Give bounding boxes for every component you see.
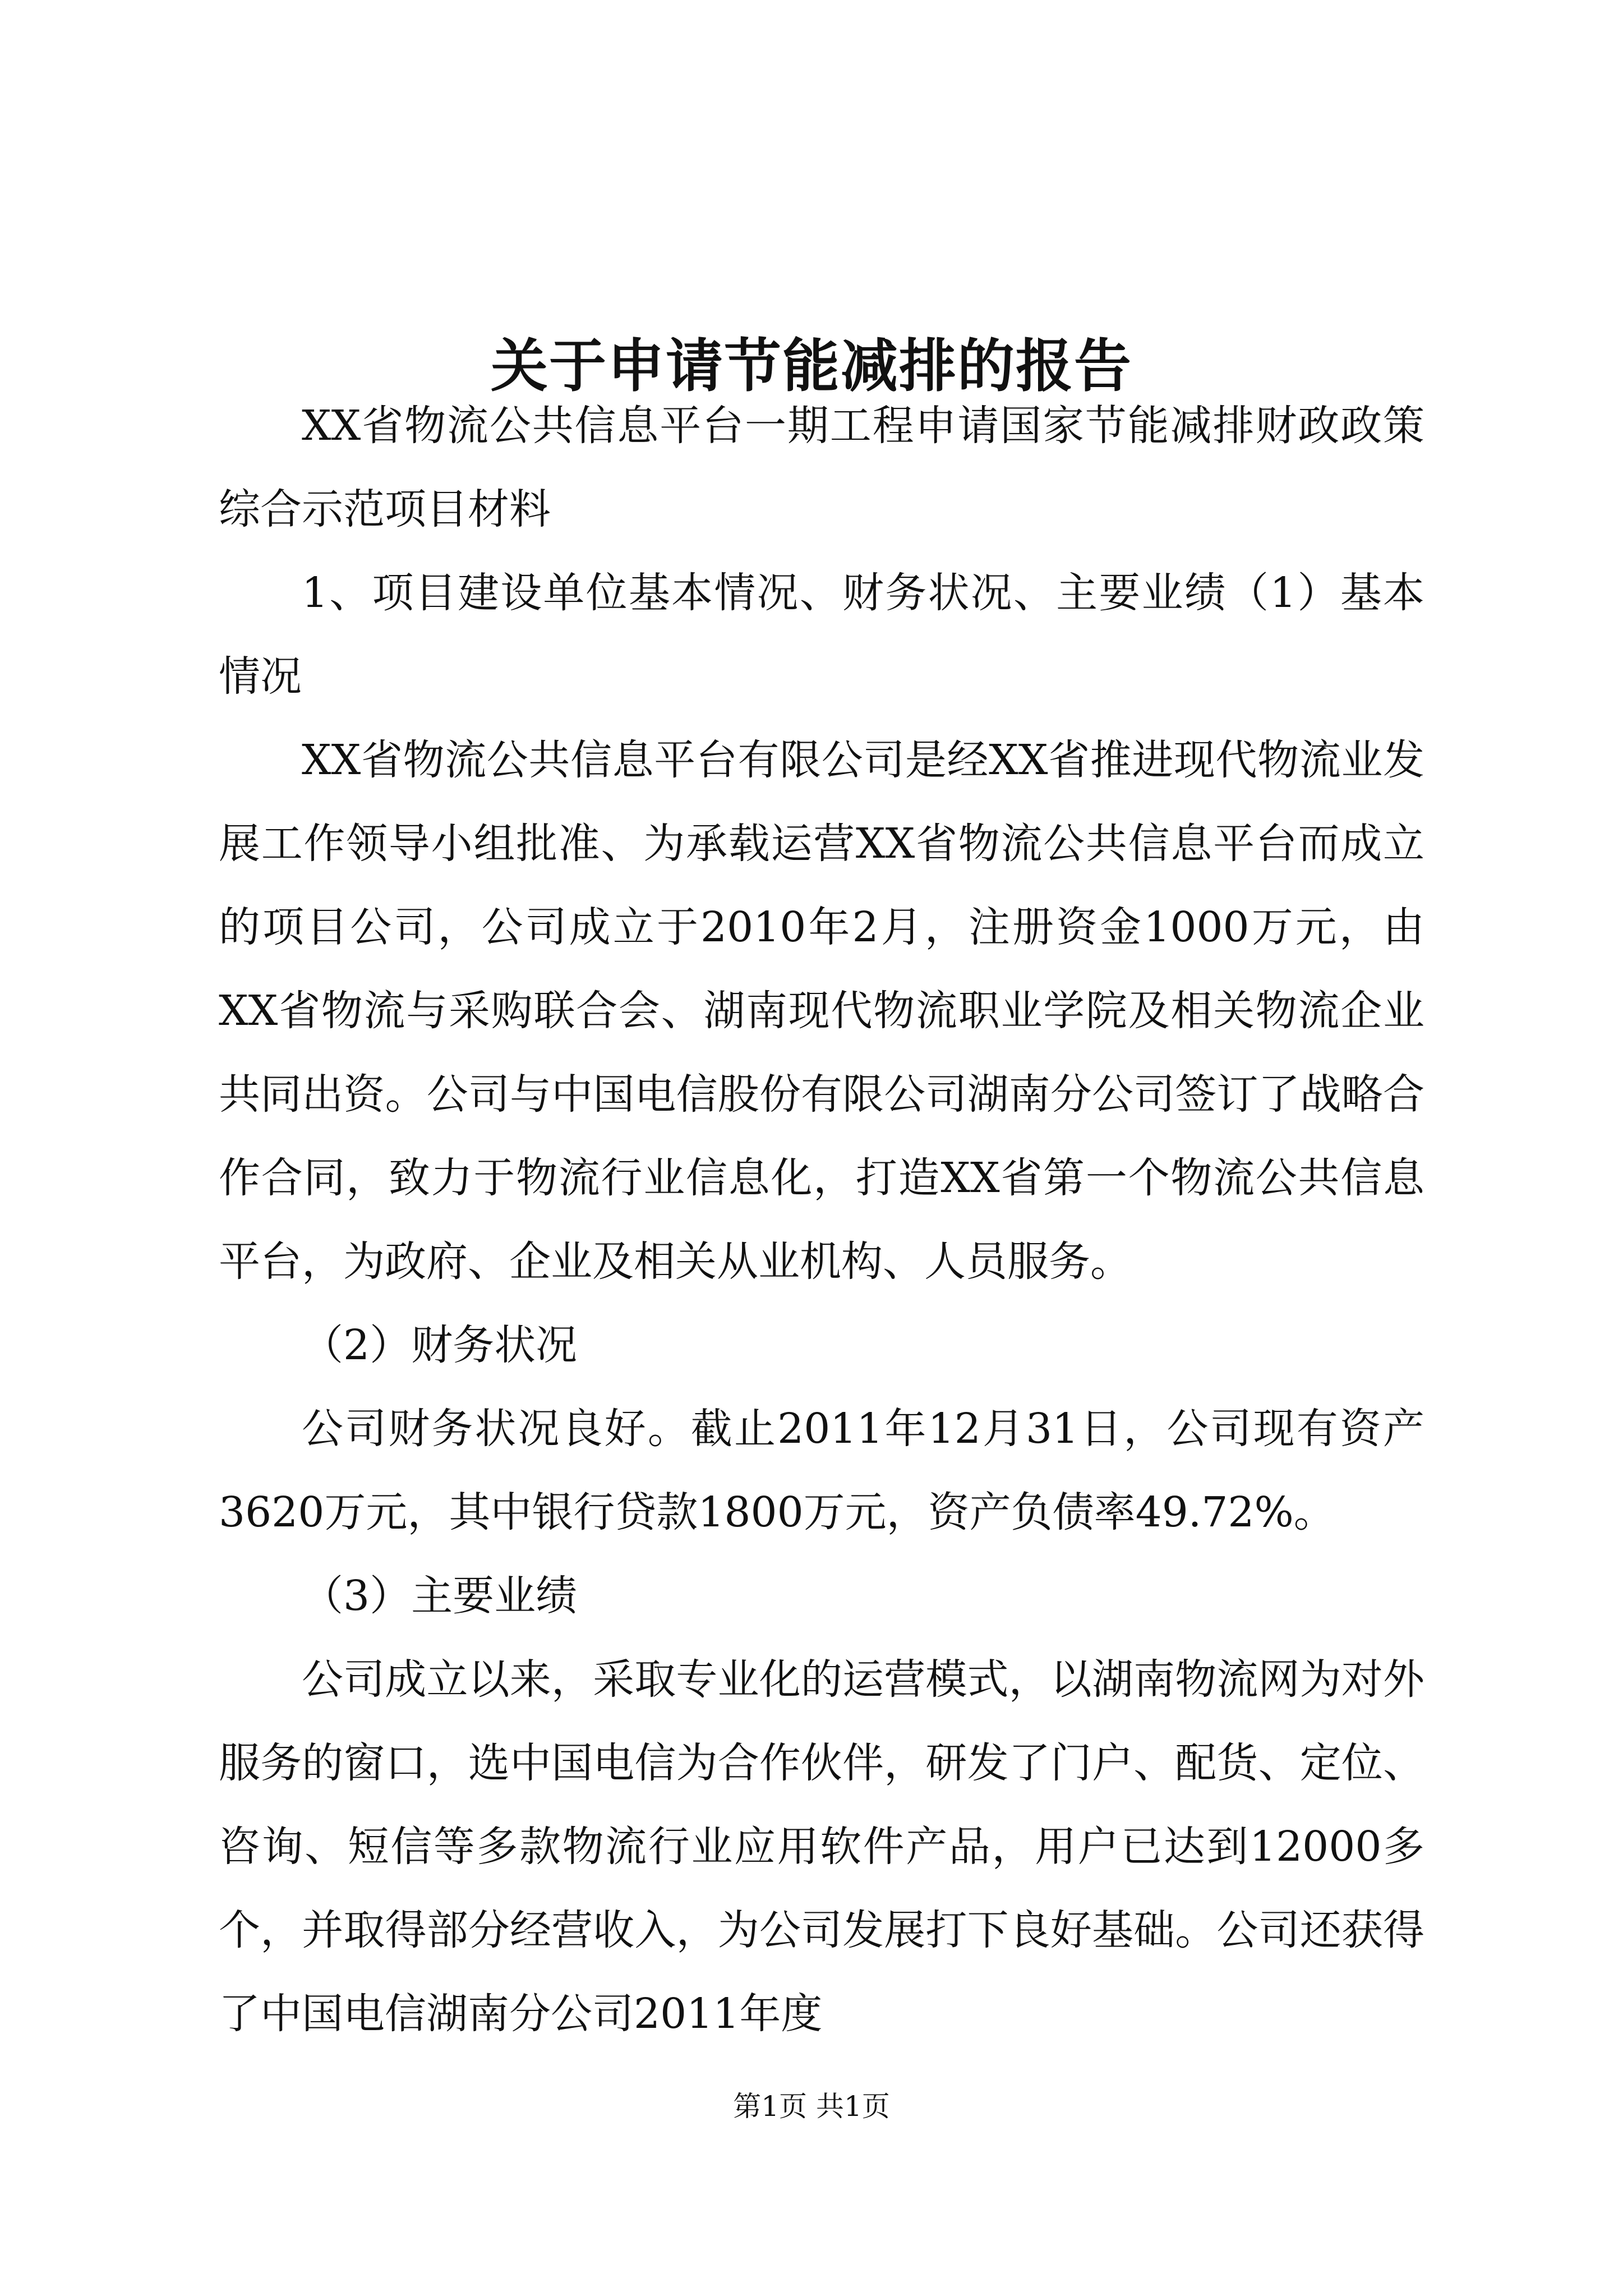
basic-info-paragraph: XX省物流公共信息平台有限公司是经XX省推进现代物流业发展工作领导小组批准、为承载运营XX省物流公共信息平台而成立的项目公司，公司成立于2010年2月，注册资金1000万元，由XX省物流与采购联合会、湖南现代物流职业学院及相关物流企业共同出资。公司与中国电信股份有限公司湖南分公司签订了战略合作合同，致力于物流行业信息化，打造XX省第一个物流公共信息平台，为政府、企业及相关从业机构、人员服务。	[219, 736, 1424, 1286]
page-footer: 第1页 共1页	[733, 2090, 890, 2123]
financial-status-paragraph: 公司财务状况良好。截止2011年12月31日，公司现有资产3620万元，其中银行贷款1800万元，资产负债率49.72%。	[219, 1405, 1424, 1536]
project-heading-paragraph: XX省物流公共信息平台一期工程申请国家节能减排财政政策综合示范项目材料	[219, 402, 1424, 533]
main-achievements-paragraph: 公司成立以来，采取专业化的运营模式，以湖南物流网为对外服务的窗口，选中国电信为合作伙伴，研发了门户、配货、定位、咨询、短信等多款物流行业应用软件产品，用户已达到12000多个，并取得部分经营收入，为公司发展打下良好基础。公司还获得了中国电信湖南分公司2011年度	[219, 1655, 1424, 2038]
financial-status-heading: （2）财务状况	[302, 1321, 578, 1369]
document-title: 关于申请节能减排的报告	[491, 333, 1132, 401]
main-achievements-heading: （3）主要业绩	[302, 1572, 578, 1620]
section-1-heading: 1、项目建设单位基本情况、财务状况、主要业绩（1）基本情况	[219, 569, 1424, 701]
document-body	[219, 384, 1424, 2056]
